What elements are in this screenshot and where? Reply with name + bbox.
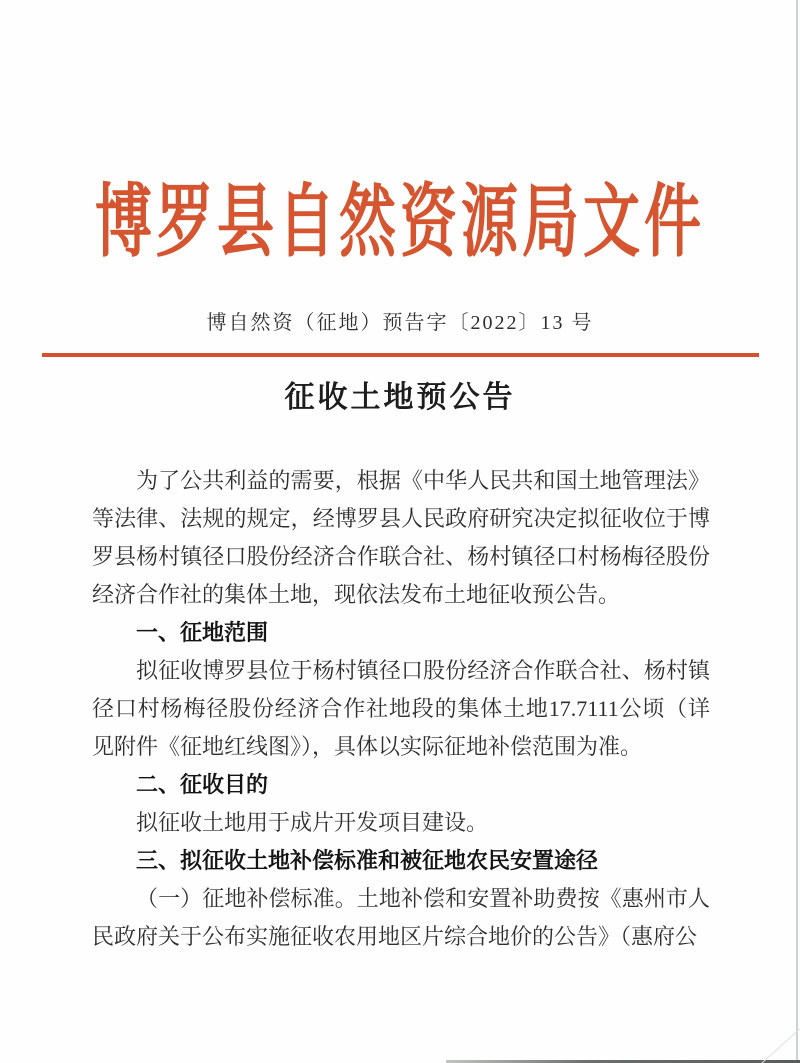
document-number: 博自然资（征地）预告字〔2022〕13 号 [206, 312, 594, 334]
document-title: 征收土地预公告 [284, 381, 516, 414]
body-paragraph-purpose: 拟征收土地用于成片开发项目建设。 [136, 810, 489, 835]
section-heading-3: 三、拟征收土地补偿标准和被征地农民安置途径 [136, 848, 599, 873]
section-heading-2: 二、征收目的 [136, 772, 269, 797]
scan-corner-fold [748, 1021, 800, 1063]
document-header-title: 博罗县自然资源局文件 [95, 179, 705, 268]
body-paragraph-compensation: （一）征地补偿标准。土地补偿和安置补助费按《惠州市人民政府关于公布实施征收农用地区片综合地价的公告》（惠府公 [92, 886, 710, 949]
section-heading-1: 一、征地范围 [136, 620, 269, 645]
scan-edge-right [796, 0, 798, 1063]
body-paragraph-scope: 拟征收博罗县位于杨村镇径口股份经济合作联合社、杨村镇径口村杨梅径股份经济合作社地段的集体土地17.7111公顷（详见附件《征地红线图》），具体以实际征地补偿范围为准。 [92, 658, 710, 759]
document-body [92, 462, 710, 956]
body-paragraph-intro: 为了公共利益的需要，根据《中华人民共和国土地管理法》等法律、法规的规定，经博罗县人民政府研究决定拟征收位于博罗县杨村镇径口股份经济合作联合社、杨村镇径口村杨梅径股份经济合作社的集体土地，现依法发布土地征收预公告。 [92, 468, 710, 607]
red-divider-line [42, 353, 759, 357]
